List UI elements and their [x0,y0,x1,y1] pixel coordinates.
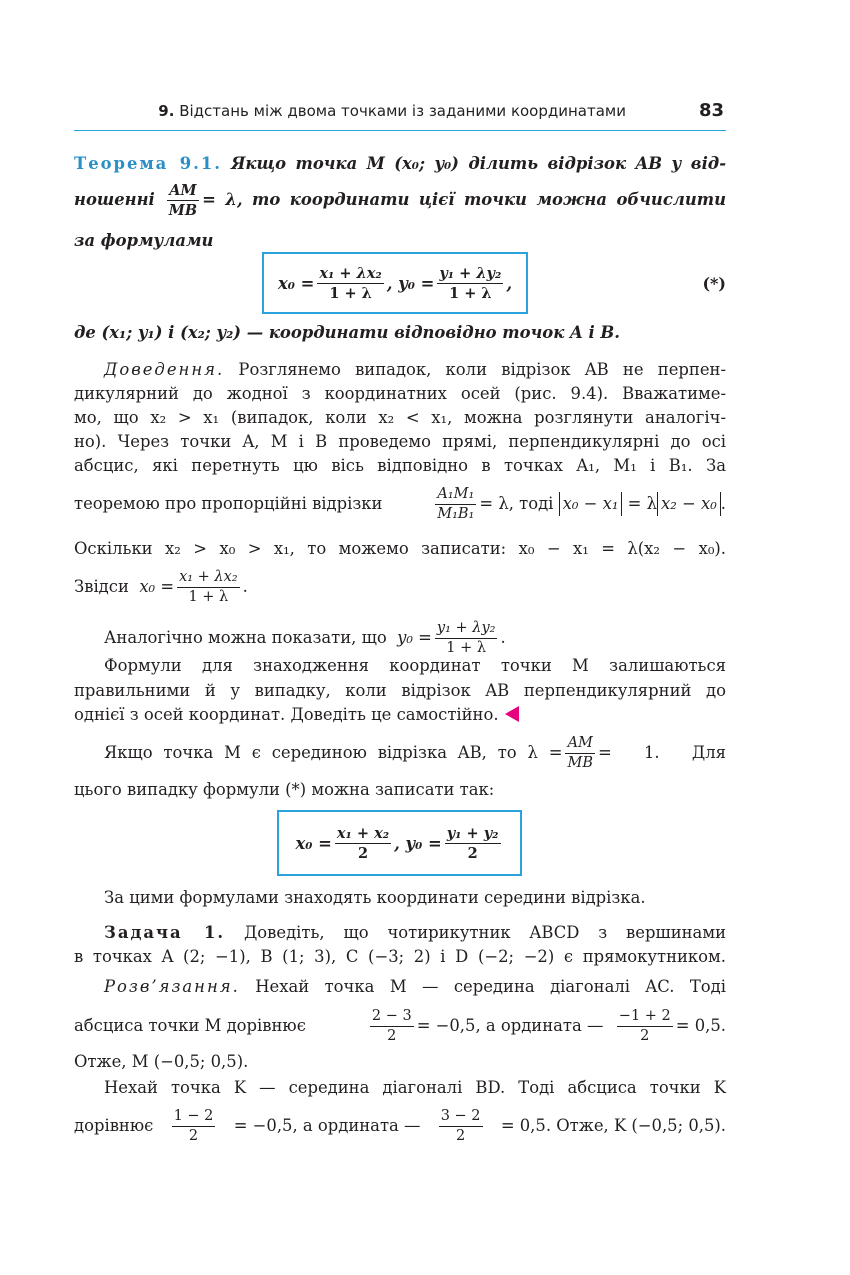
formula-star-label: (*) [702,274,726,293]
proof-text-8a: Звідси [74,577,129,596]
proof-text-6a: теоремою про пропорційні відрізки [74,494,383,513]
theorem-line-2 [74,176,726,224]
midpoint-formula-box [277,810,522,876]
proof-line-1 [74,358,726,382]
proof-line-4 [74,430,726,454]
mid-x0-num: x₁ + x₂ [336,824,390,842]
proof-label: Доведення. [104,360,225,379]
formula-x0-den: 1 + λ [329,284,372,302]
solution-text-2c: = 0,5. [675,1016,726,1035]
midpoint-ratio-num: AM [565,734,595,754]
proof-ratio-den: M₁B₁ [437,505,475,522]
proof-y0-frac [435,619,498,658]
solution-line-4 [74,1076,726,1100]
sol-frac-4-num: 3 − 2 [439,1107,483,1127]
formula-end: , [506,273,513,293]
page-number: 83 [698,100,724,121]
mid-x0-frac [335,824,391,863]
task-label: Задача 1. [104,923,226,942]
theorem-text-2b: = λ, то координати цієї точки можна обчислити [202,190,726,209]
proof-y0-num: y₁ + λy₂ [435,619,498,639]
proof-line-11 [74,679,726,703]
proof-line-12 [74,703,726,727]
formula-y0-den: 1 + λ [449,284,492,302]
proof-text-7: Оскільки x₂ > x₀ > x₁, то можемо записати: x₀ − x₁ = λ(x₂ − x₀). [74,539,726,558]
page-header [74,100,726,131]
proof-line-5 [74,454,726,478]
solution-text-2a: абсциса точки M дорівнює [74,1016,306,1035]
proof-dot-8: . [242,577,248,596]
sol-frac-2-num: −1 + 2 [617,1007,673,1027]
task-line-1 [74,921,726,945]
solution-text-3: Отже, M (−0,5; 0,5). [74,1052,249,1071]
midpoint-ratio [565,734,595,773]
midpoint-line-3 [74,886,726,910]
solution-text-4: Нехай точка K — середина діагоналі BD. Тоді абсциса точки K [104,1078,726,1097]
proof-line-10 [74,654,726,678]
theorem-text-2a: ношенні [74,190,155,209]
midpoint-text-1b: = 1. Для [598,743,726,762]
mid-y0-frac [445,824,501,863]
formula-y0-num: y₁ + λy₂ [439,264,502,282]
sol-frac-4-den: 2 [455,1127,466,1144]
mid-x0-lhs: x₀ = [295,833,332,853]
solution-text-2b: = −0,5, а ордината — [416,1016,604,1035]
task-text-2: в точках A (2; −1), B (1; 3), C (−3; 2) і D (−2; −2) є прямокутником. [74,947,726,966]
solution-line-1 [74,975,726,999]
proof-text-11: правильними й у випадку, коли відрізок AB перпендикулярний до [74,681,726,700]
midpoint-line-2 [74,778,726,802]
proof-text-10: Формули для знаходження координат точки M залишаються [104,656,726,675]
chapter-number: 9. [158,102,175,120]
proof-x0-den: 1 + λ [188,588,229,605]
ratio-den: MB [168,201,198,219]
formula-x0-num: x₁ + λx₂ [319,264,382,282]
mid-x0-den: 2 [357,844,369,862]
solution-text-1: Нехай точка M — середина діагоналі AC. Тоді [239,977,726,996]
ratio-num: AM [167,181,199,201]
sol-frac-4 [439,1107,483,1146]
mid-y0-den: 2 [467,844,478,862]
proof-text-6b: = λ, тоді [479,494,554,513]
task-line-2 [74,945,726,969]
theorem-line-4 [74,321,726,345]
proof-x0-num: x₁ + λx₂ [177,568,240,588]
theorem-ratio [167,181,199,220]
task-text-1: Доведіть, що чотирикутник ABCD з вершинами [225,923,727,942]
formula-x0-lhs: x₀ = [277,273,315,293]
proof-y0-den: 1 + λ [446,639,487,656]
proof-text-3: мо, що x₂ > x₁ (випадок, коли x₂ < x₁, можна розглянути аналогіч- [74,408,726,427]
proof-ratio [435,485,476,524]
solution-text-5a: дорівнює [74,1116,154,1135]
formula-y0-frac [437,264,503,303]
solution-line-3 [74,1050,726,1074]
midpoint-text-3: За цими формулами знаходять координати середини відрізка. [104,888,646,907]
proof-x0-frac [177,568,240,607]
sol-frac-1 [370,1007,414,1046]
sol-frac-3 [172,1107,216,1146]
formula-y0-lhs: , y₀ = [386,273,435,293]
proof-line-3 [74,406,726,430]
proof-text-1: Розглянемо випадок, коли відрізок AB не перпен- [224,360,726,379]
theorem-line-1 [74,152,726,176]
theorem-text-1: Якщо точка M (x₀; y₀) ділить відрізок AB у від- [230,154,726,173]
proof-line-6 [74,478,726,530]
mid-y0-num: y₁ + y₂ [446,824,499,842]
proof-line-7 [74,537,726,561]
sol-frac-2-den: 2 [640,1027,650,1044]
proof-line-8 [74,562,726,612]
theorem-text-4: де (x₁; y₁) і (x₂; y₂) — координати відповідно точок A і B. [74,323,620,342]
proof-text-2: дикулярний до жодної з координатних осей (рис. 9.4). Вважатиме- [74,384,726,403]
proof-text-4: но). Через точки A, M і B проведемо прямі, перпендикулярні до осі [74,432,726,451]
proof-ratio-num: A₁M₁ [435,485,476,505]
proof-abs-1: x₀ − x₁ [559,492,623,516]
proof-x0-lhs: x₀ = [139,577,175,596]
theorem-formula-box [262,252,528,314]
end-of-proof-icon [505,706,519,722]
midpoint-line-1 [74,728,726,778]
proof-abs-2: x₂ − x₀ [657,492,721,516]
mid-y0-lhs: , y₀ = [394,833,442,853]
solution-text-5c: = 0,5. Отже, K (−0,5; 0,5). [500,1116,726,1135]
sol-frac-1-den: 2 [387,1027,397,1044]
running-title [158,102,626,120]
theorem-line-3 [74,229,726,253]
midpoint-ratio-den: MB [567,754,593,771]
proof-dot-9: . [500,628,506,647]
sol-frac-2 [617,1007,673,1046]
proof-eq: = λ [627,494,657,513]
formula-x0-frac [317,264,383,303]
chapter-title: Відстань між двома точками із заданими координатами [179,102,626,120]
solution-line-5 [74,1100,726,1152]
theorem-text-3: за формулами [74,231,214,250]
proof-y0-lhs: y₀ = [397,628,432,647]
sol-frac-3-den: 2 [188,1127,199,1144]
midpoint-text-1a: Якщо точка M є серединою відрізка AB, то λ = [104,743,563,762]
proof-dot-6: . [720,494,726,513]
theorem-label: Теорема 9.1. [74,154,222,173]
sol-frac-1-num: 2 − 3 [370,1007,414,1027]
proof-line-6-math [432,485,726,524]
solution-text-5b: = −0,5, а ордината — [233,1116,421,1135]
midpoint-text-2: цього випадку формули (*) можна записати так: [74,780,495,799]
proof-text-9a: Аналогічно можна показати, що [104,628,387,647]
proof-line-2 [74,382,726,406]
proof-text-5: абсцис, які перетнуть цю вісь відповідно в точках A₁, M₁ і B₁. За [74,456,726,475]
solution-line-2 [74,1000,726,1052]
solution-label: Розв’язання. [104,977,240,996]
sol-frac-3-num: 1 − 2 [172,1107,216,1127]
solution-line-2-math [367,1007,726,1046]
proof-text-12: однієї з осей координат. Доведіть це самостійно. [74,705,499,724]
